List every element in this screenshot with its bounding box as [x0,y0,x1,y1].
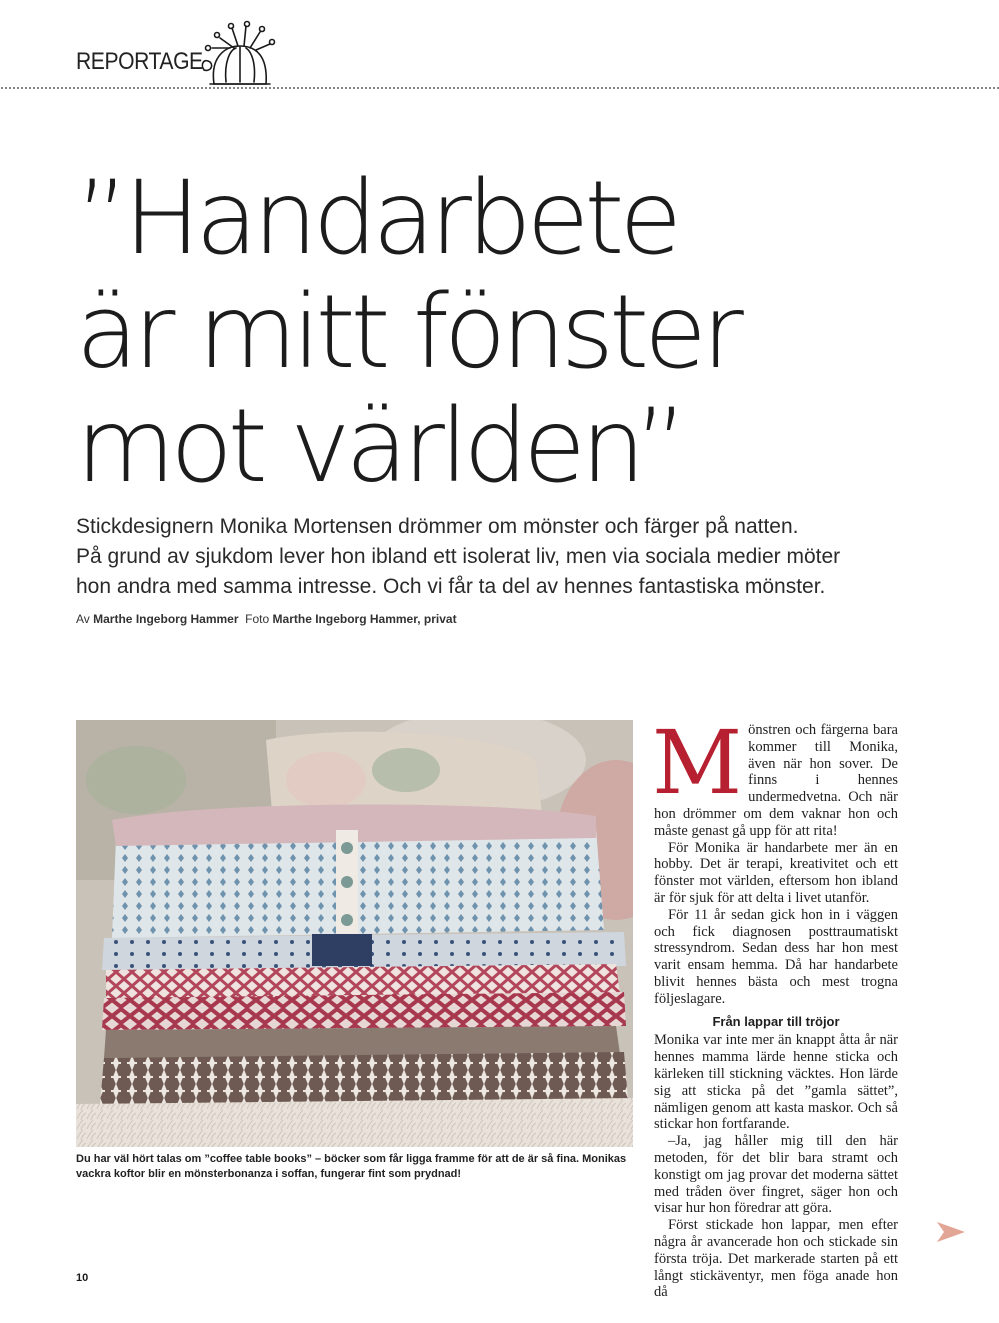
article-subheading: Från lappar till tröjor [712,1013,840,1029]
article-paragraph: För Monika är handarbete mer än en hobby. Det är terapi, kreativitet och ett fönster mot världen, eftersom hon ibland är för sjuk för att delta i livet utanför. [654,839,898,906]
byline-author-prefix: Av [76,612,90,626]
lead-line: Stickdesignern Monika Mortensen drömmer om mönster och färger på natten. [76,515,799,538]
caption-line: vackra koftor blir en mönsterbonanza i soffan, fungerar fint som prydnad! [76,1168,462,1180]
drop-cap: M [652,711,743,814]
byline-photo-prefix: Foto [245,612,270,626]
dotted-divider [0,86,999,90]
section-label: REPORTAGE [76,48,203,75]
folded-cardigans-photo [76,720,633,1147]
byline [76,612,457,626]
article-paragraph: –Ja, jag håller mig till den här metoden, för det blir bara stramt och konstigt om jag provar det moderna sättet med tråden över fingret, säger hon och visar hur hon föredrar att göra. [654,1133,898,1217]
caption-line: Du har väl hört talas om ”coffee table books” – böcker som får ligga framme för att de är så fina. Monikas [76,1153,627,1165]
article-paragraph: För 11 år sedan gick hon in i väggen och fick diagnosen posttraumatiskt stressyndrom. Sedan dess har hon mest varit ensam hemma. Då har handarbete blivit hennes bästa och mest trogna följeslagare. [654,906,898,1007]
byline-photographer: Marthe Ingeborg Hammer, privat [272,612,457,626]
photo-caption [76,1152,636,1182]
lead-line: På grund av sjukdom lever hon ibland ett isolerat liv, men via sociala medier möter [76,545,841,568]
pincushion-icon [196,20,276,92]
headline [76,159,976,506]
article-column [652,711,898,1301]
headline-line: ”Handarbete [76,159,678,278]
page-number: 10 [76,1272,89,1284]
lead-paragraph [76,512,936,602]
article-paragraph: Först stickade hon lappar, men efter några år avancerade hon och stickade sin första tröja. Det markerade starten på ett långt stickäventyr, men föga anade hon då [654,1217,898,1301]
headline-line: mot världen” [76,387,683,506]
headline-line: är mitt fönster [76,273,739,392]
article-paragraph: Mönstren och färgerna bara kommer till Monika, även när hon sover. De finns i hennes undermedvetna. Och när hon drömmer om dem vaknar hon och måste genast gå upp för att rita! [652,711,898,839]
lead-line: hon andra med samma intresse. Och vi får ta del av hennes fantastiska mönster. [76,575,826,598]
article-paragraph: Monika var inte mer än knappt åtta år när hennes mamma lärde henne sticka och kärleken till stickning väcktes. Hon lärde sig att sticka på det ”gamla sättet”, nämligen genom att kasta maskor. Och så stickar hon fortfarande. [654,1032,898,1133]
byline-author: Marthe Ingeborg Hammer [93,612,239,626]
continue-arrow-icon [936,1220,966,1244]
